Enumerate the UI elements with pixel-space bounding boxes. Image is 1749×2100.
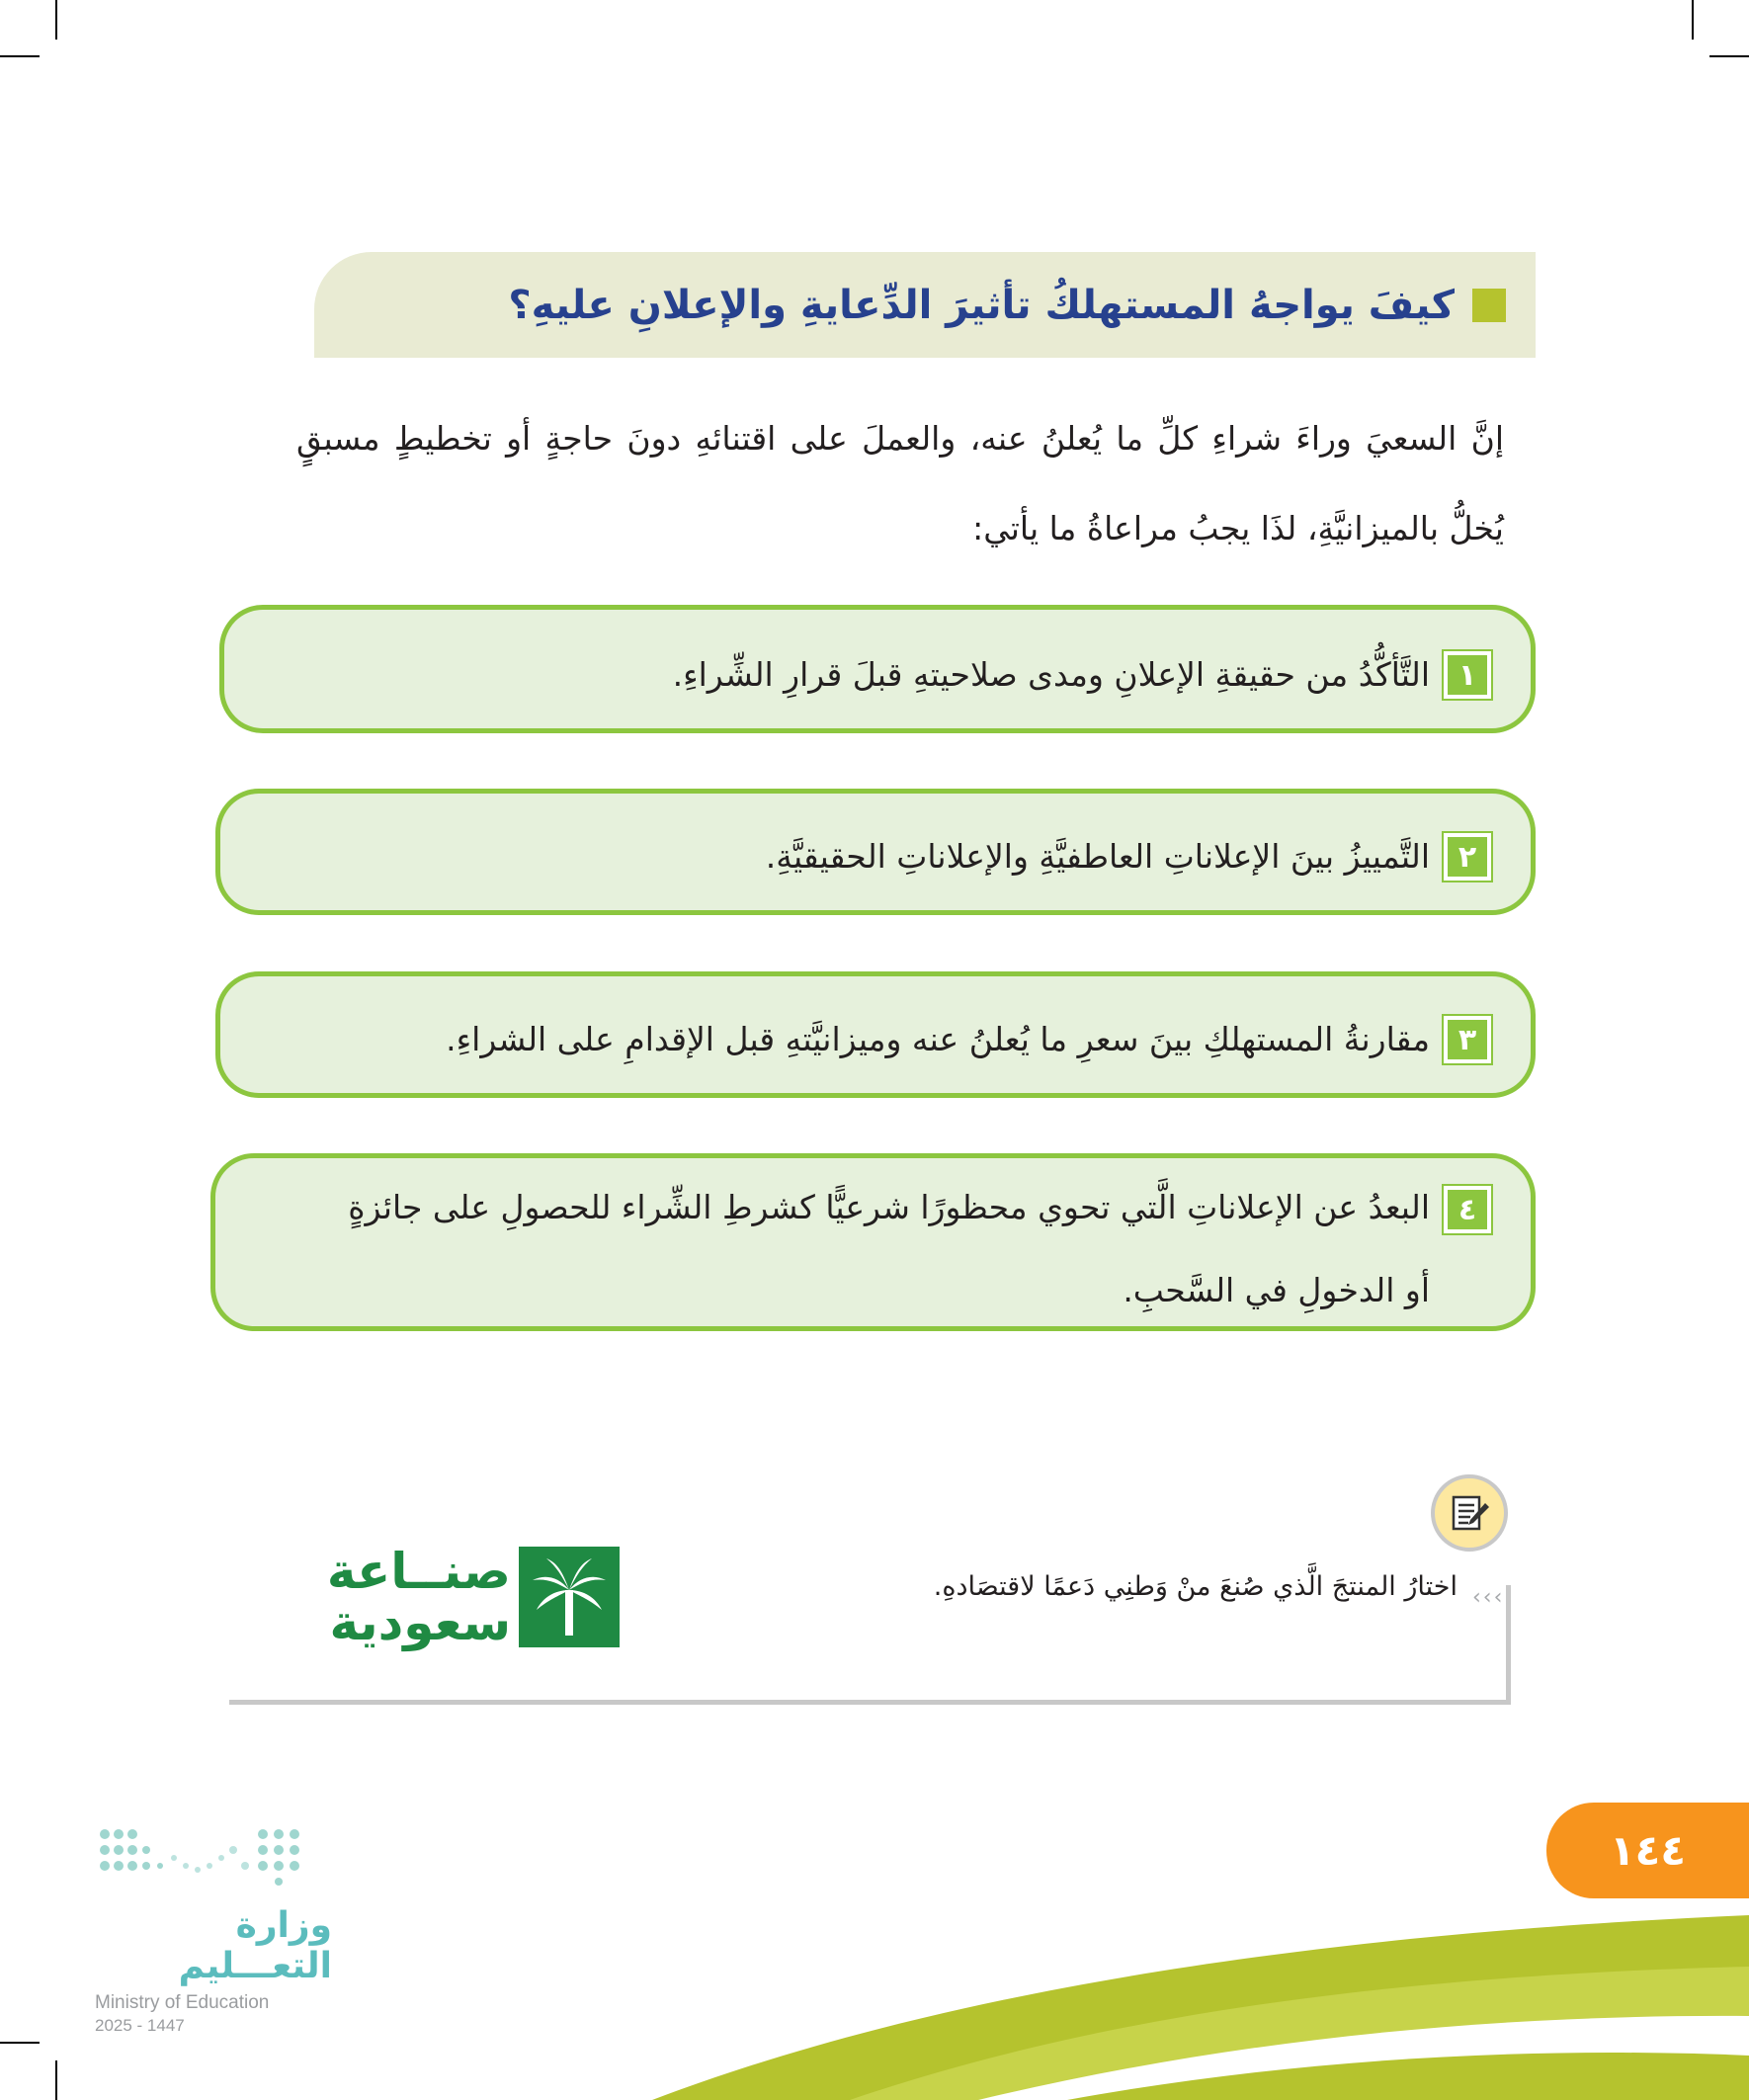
ministry-year: 2025 - 1447 bbox=[95, 2016, 185, 2035]
page-number: ١٤٤ bbox=[1546, 1803, 1749, 1898]
note-divider-vertical bbox=[1506, 1585, 1511, 1704]
saudi-made-line1: صنــاعة bbox=[326, 1543, 511, 1600]
note-arrow-dots-icon: ‹‹‹ bbox=[1472, 1585, 1505, 1610]
ministry-english-name: Ministry of Education bbox=[95, 1992, 270, 2013]
decorative-wave bbox=[652, 1897, 1749, 2100]
crop-mark bbox=[55, 0, 57, 40]
palm-tree-icon bbox=[519, 1547, 620, 1647]
notepad-pencil-icon bbox=[1431, 1474, 1508, 1552]
item-text: مقارنةُ المستهلكِ بينَ سعرِ ما يُعلنُ عنه وميزانيَّتهِ قبل الإقدامِ على الشراءِ. bbox=[446, 1020, 1430, 1058]
note-text: اختارُ المنتجَ الَّذي صُنعَ منْ وَطنِي دَعمًا لاقتصَادهِ. bbox=[933, 1571, 1458, 1602]
crop-mark bbox=[1709, 55, 1749, 57]
note-divider-horizontal bbox=[229, 1700, 1511, 1705]
heading-title: كيفَ يواجهُ المستهلكُ تأثيرَ الدِّعايةِ والإعلانِ عليهِ؟ bbox=[508, 282, 1455, 328]
list-item bbox=[215, 971, 1536, 1098]
number-badge: ٢ bbox=[1444, 833, 1491, 881]
item-text: البعدُ عن الإعلاناتِ الَّتي تحوي محظورًا شرعيًّا كشرطِ الشِّراء للحصولِ على جائزةٍ أو الدخولِ في السَّحبِ. bbox=[348, 1188, 1430, 1309]
heading-square-icon bbox=[1472, 289, 1506, 322]
ministry-logo bbox=[95, 1824, 332, 2036]
item-text: التَّأكُّدُ من حقيقةِ الإعلانِ ومدى صلاحيتهِ قبلَ قرارِ الشِّراءِ. bbox=[672, 655, 1430, 694]
saudi-made-line2: سعودية bbox=[329, 1594, 511, 1651]
list-item bbox=[215, 789, 1536, 915]
crop-mark bbox=[1692, 0, 1694, 40]
section-heading bbox=[314, 252, 1536, 358]
intro-paragraph: إنَّ السعيَ وراءَ شراءِ كلِّ ما يُعلنُ عنه، والعملَ على اقتنائهِ دونَ حاجةٍ أو تخطيطٍ مسبقٍ يُخلُّ بالميزانيَّةِ، لذَا يجبُ مراعاةُ ما يأتي: bbox=[296, 419, 1504, 547]
list-item bbox=[219, 605, 1536, 733]
crop-mark bbox=[0, 55, 40, 57]
crop-mark bbox=[55, 2060, 57, 2100]
number-badge: ١ bbox=[1444, 651, 1491, 699]
list-item bbox=[210, 1153, 1536, 1331]
ministry-dots-logo-icon bbox=[95, 1824, 312, 1893]
saudi-made-logo bbox=[293, 1543, 620, 1651]
ministry-arabic-name: وزارة التعـــليم bbox=[178, 1905, 332, 1986]
number-badge: ٣ bbox=[1444, 1016, 1491, 1063]
crop-mark bbox=[0, 2042, 40, 2044]
number-badge: ٤ bbox=[1444, 1186, 1491, 1233]
item-text: التَّمييزُ بينَ الإعلاناتِ العاطفيَّةِ والإعلاناتِ الحقيقيَّةِ. bbox=[765, 837, 1430, 876]
